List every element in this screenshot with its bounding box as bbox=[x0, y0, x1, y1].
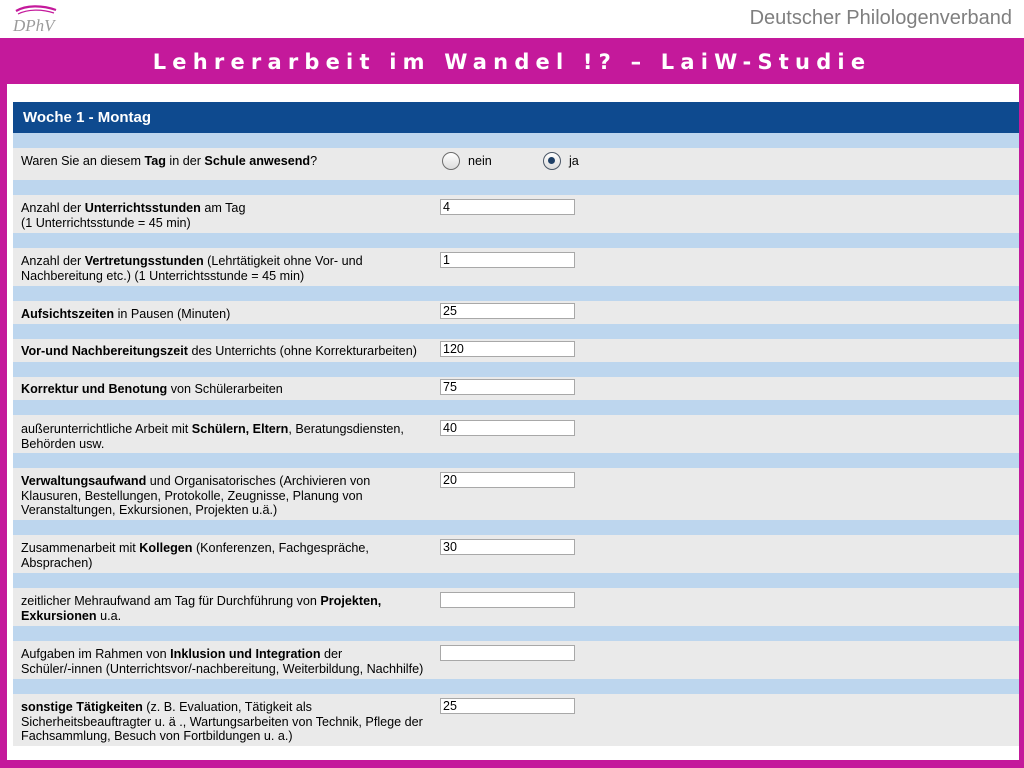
ausserunterrichtlich-input[interactable]: 40 bbox=[440, 420, 575, 436]
question-label bbox=[21, 201, 245, 230]
question-text-part: Veranstaltungen, Exkursionen, Projekten u.ä.) bbox=[21, 503, 278, 518]
question-line bbox=[21, 474, 370, 489]
question-text-part: Waren Sie an diesem bbox=[21, 154, 145, 168]
question-line bbox=[21, 269, 363, 284]
form-row-inklusion bbox=[13, 641, 1019, 679]
question-line bbox=[21, 307, 230, 322]
row-separator bbox=[13, 453, 1019, 468]
radio-nein[interactable] bbox=[442, 152, 460, 170]
question-text-part: Zusammenarbeit mit bbox=[21, 541, 140, 555]
logo-text: DPhV bbox=[13, 16, 55, 35]
question-line bbox=[21, 662, 423, 677]
question-text-part: Inklusion und Integration bbox=[170, 647, 321, 661]
question-line bbox=[21, 729, 423, 744]
question-text-part: ? bbox=[310, 154, 318, 168]
form-row-unterrichtsstunden bbox=[13, 195, 1019, 233]
unterrichtsstunden-input[interactable]: 4 bbox=[440, 199, 575, 215]
question-label bbox=[21, 647, 423, 676]
question-line bbox=[21, 556, 369, 571]
question-line bbox=[21, 609, 381, 624]
question-line bbox=[21, 594, 381, 609]
question-text-part: Anzahl der bbox=[21, 254, 85, 268]
question-label bbox=[21, 154, 317, 169]
vertretungsstunden-input[interactable]: 1 bbox=[440, 252, 575, 268]
question-text-part: , Beratungsdiensten, bbox=[288, 422, 404, 436]
aufsichtszeiten-input[interactable]: 25 bbox=[440, 303, 575, 319]
korrektur-input[interactable]: 75 bbox=[440, 379, 575, 395]
row-separator bbox=[13, 286, 1019, 301]
question-text-part: Vor-und Nachbereitungszeit bbox=[21, 344, 188, 358]
question-text-part: Sicherheitsbeauftragter u. ä ., Wartungsarbeiten von Technik, Pflege der bbox=[21, 714, 423, 729]
question-text-part: (Konferenzen, Fachgespräche, bbox=[192, 541, 369, 555]
projekte-input[interactable] bbox=[440, 592, 575, 608]
question-label bbox=[21, 422, 404, 451]
question-label bbox=[21, 594, 381, 623]
question-text-part: Absprachen) bbox=[21, 555, 93, 570]
form-row-attendance bbox=[13, 148, 1019, 180]
row-separator bbox=[13, 180, 1019, 195]
top-bar bbox=[0, 0, 1024, 38]
question-text-part: Schüler/-innen (Unterrichtsvor/-nachbereitung, Weiterbildung, Nachhilfe) bbox=[21, 661, 424, 676]
question-text-part: Aufsichtszeiten bbox=[21, 307, 115, 321]
question-text-part: Vertretungsstunden bbox=[84, 254, 204, 268]
question-text-part: am Tag bbox=[200, 201, 246, 215]
question-line bbox=[21, 344, 417, 359]
question-text-part: (Lehrtätigkeit ohne Vor- und bbox=[203, 254, 363, 268]
question-text-part: (1 Unterrichtsstunde = 45 min) bbox=[21, 215, 191, 230]
form-row-kollegen bbox=[13, 535, 1019, 573]
question-text-part: Fachsammlung, Besuch von Fortbildungen u. a.) bbox=[21, 729, 293, 744]
kollegen-input[interactable]: 30 bbox=[440, 539, 575, 555]
question-line bbox=[21, 503, 370, 518]
row-separator bbox=[13, 133, 1019, 148]
question-text-part: Unterrichtsstunden bbox=[84, 201, 201, 215]
survey-form bbox=[7, 84, 1019, 760]
row-separator bbox=[13, 520, 1019, 535]
question-text-part: Behörden usw. bbox=[21, 436, 105, 451]
question-line bbox=[21, 382, 283, 397]
question-line bbox=[21, 715, 423, 730]
form-row-verwaltung bbox=[13, 468, 1019, 520]
form-row-sonstige bbox=[13, 694, 1019, 746]
question-text-part: in der bbox=[165, 154, 205, 168]
question-text-part: des Unterrichts (ohne Korrekturarbeiten) bbox=[188, 344, 417, 358]
question-line bbox=[21, 437, 404, 452]
question-text-part: Klausuren, Bestellungen, Protokolle, Zeugnisse, Planung von bbox=[21, 488, 363, 503]
question-line bbox=[21, 541, 369, 556]
row-separator bbox=[13, 573, 1019, 588]
row-separator bbox=[13, 679, 1019, 694]
form-section-header bbox=[13, 102, 1019, 133]
form-row-vertretungsstunden bbox=[13, 248, 1019, 286]
question-text-part: Aufgaben im Rahmen von bbox=[21, 647, 171, 661]
question-text-part: Nachbereitung etc.) (1 Unterrichtsstunde = 45 min) bbox=[21, 268, 305, 283]
form-row-projekte bbox=[13, 588, 1019, 626]
question-label bbox=[21, 254, 363, 283]
question-text-part: Exkursionen bbox=[21, 608, 97, 623]
question-text-part: Korrektur und Benotung bbox=[21, 382, 168, 396]
radio-ja[interactable] bbox=[543, 152, 561, 170]
sonstige-input[interactable]: 25 bbox=[440, 698, 575, 714]
question-label bbox=[21, 344, 417, 359]
section-title: Woche 1 - Montag bbox=[23, 109, 152, 126]
form-row-aufsichtszeiten bbox=[13, 301, 1019, 324]
page-title: Lehrerarbeit im Wandel !? – LaiW-Studie bbox=[152, 50, 872, 74]
question-line bbox=[21, 647, 423, 662]
question-text-part: von Schülerarbeiten bbox=[167, 382, 283, 396]
question-text-part: außerunterrichtliche Arbeit mit bbox=[21, 422, 192, 436]
question-text-part: sonstige Tätigkeiten bbox=[21, 700, 143, 714]
vorbereitung-input[interactable]: 120 bbox=[440, 341, 575, 357]
verwaltung-input[interactable]: 20 bbox=[440, 472, 575, 488]
radio-label-nein[interactable]: nein bbox=[468, 154, 492, 168]
dphv-logo bbox=[10, 2, 62, 36]
question-text-part: Verwaltungsaufwand bbox=[21, 474, 147, 488]
question-line bbox=[21, 201, 245, 216]
question-text-part: Projekten, bbox=[320, 594, 382, 608]
row-separator bbox=[13, 626, 1019, 641]
question-label bbox=[21, 307, 230, 322]
inklusion-input[interactable] bbox=[440, 645, 575, 661]
row-separator bbox=[13, 362, 1019, 377]
question-label bbox=[21, 382, 283, 397]
question-line bbox=[21, 700, 423, 715]
question-label bbox=[21, 700, 423, 744]
question-text-part: Schule anwesend bbox=[204, 154, 311, 168]
row-separator bbox=[13, 324, 1019, 339]
question-text-part: Schülern, Eltern bbox=[191, 422, 289, 436]
radio-label-ja[interactable]: ja bbox=[569, 154, 579, 168]
radio-selected-dot bbox=[548, 157, 555, 164]
question-line bbox=[21, 489, 370, 504]
row-separator bbox=[13, 233, 1019, 248]
form-row-ausserunterrichtlich bbox=[13, 415, 1019, 453]
question-text-part: u.a. bbox=[96, 608, 122, 623]
question-text-part: zeitlicher Mehraufwand am Tag für Durchführung von bbox=[21, 594, 321, 608]
question-text-part: Anzahl der bbox=[21, 201, 85, 215]
question-text-part: Kollegen bbox=[139, 541, 193, 555]
form-row-korrektur bbox=[13, 377, 1019, 400]
question-text-part: Tag bbox=[144, 154, 166, 168]
form-row-vorbereitung bbox=[13, 339, 1019, 362]
question-text-part: der bbox=[320, 647, 343, 661]
question-label bbox=[21, 541, 369, 570]
question-text-part: in Pausen (Minuten) bbox=[114, 307, 231, 321]
question-line bbox=[21, 216, 245, 231]
question-text-part: und Organisatorisches (Archivieren von bbox=[146, 474, 371, 488]
row-separator bbox=[13, 400, 1019, 415]
question-line bbox=[21, 254, 363, 269]
organization-name: Deutscher Philologenverband bbox=[749, 7, 1012, 29]
question-label bbox=[21, 474, 370, 518]
question-line bbox=[21, 422, 404, 437]
question-text-part: (z. B. Evaluation, Tätigkeit als bbox=[142, 700, 312, 714]
